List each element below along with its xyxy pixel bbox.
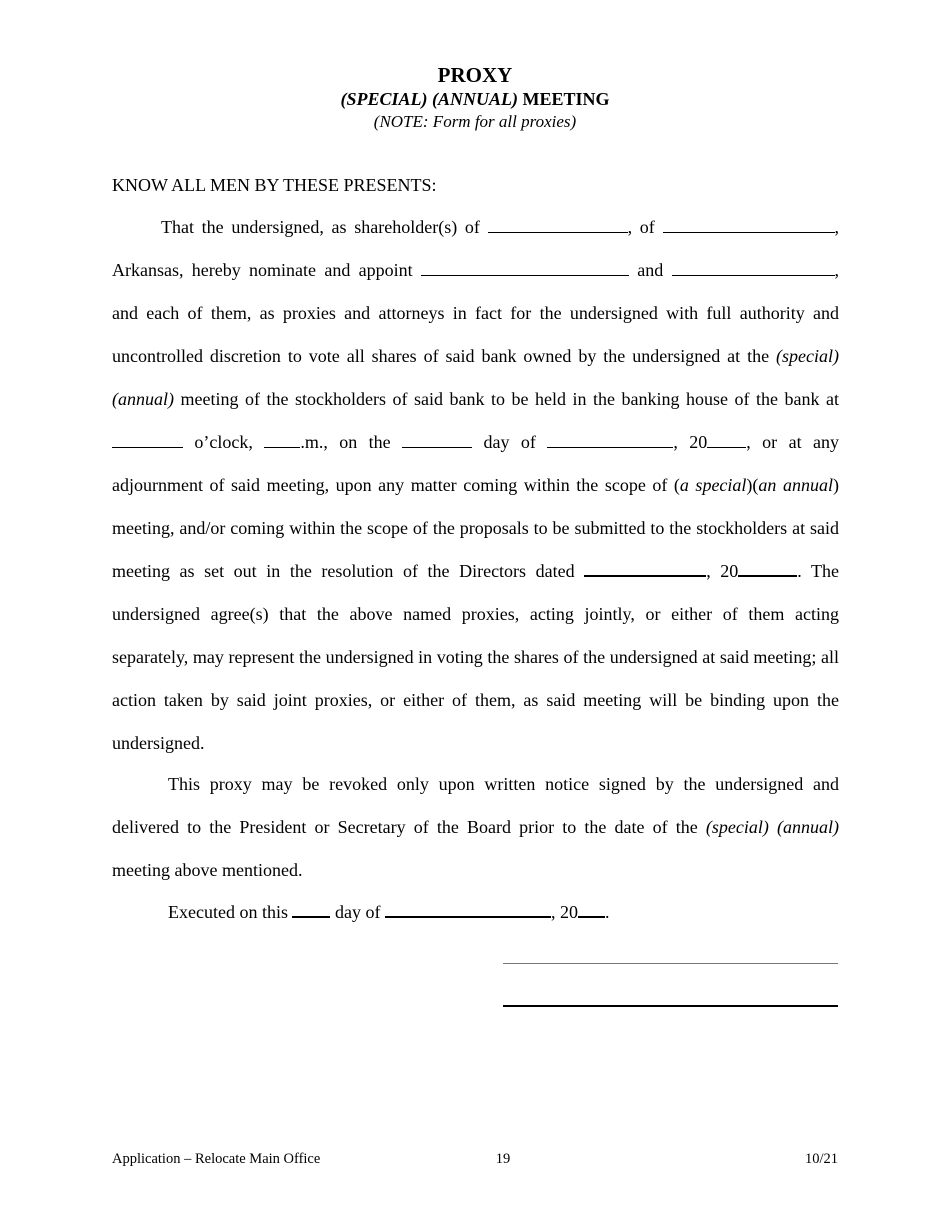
p1-text-h: o’clock, [183, 432, 265, 452]
exec-day-blank [292, 915, 330, 918]
form-subtitle [0, 89, 950, 110]
hour-blank [112, 446, 183, 448]
p1-text-e: , and each of them, as proxies and attorneys in fact for the undersigned with full authority and uncontrolled discretion to vote all shares of said bank owned by the undersigned at the [112, 260, 839, 366]
footer-document-title: Application – Relocate Main Office [112, 1151, 321, 1167]
bank-name-blank [488, 231, 628, 233]
p1-text-p: ) meeting, and/or coming within the scope of the proposals to be submitted to the stockholders at said meeting as set out in the resolution of the Directors dated [112, 475, 839, 581]
exec-month-blank [385, 915, 551, 918]
subtitle-meeting-type: (SPECIAL) (ANNUAL) [340, 89, 518, 109]
exec-text-b: day of [330, 902, 385, 922]
exec-text-a: Executed on this [168, 902, 293, 922]
p2-meeting-type-italic: (special) (annual) [705, 817, 839, 837]
exec-text-d: . [604, 902, 610, 922]
exec-year-blank [578, 915, 605, 918]
revocation-paragraph [112, 763, 839, 892]
form-note: (NOTE: Form for all proxies) [373, 112, 577, 131]
proxy-paragraph [112, 206, 839, 765]
p1-text-j: day of [472, 432, 548, 452]
exec-text-c: , 20 [550, 902, 578, 922]
p1-text-n: )( [746, 475, 759, 495]
p1-text-a: That the undersigned, as shareholder(s) of [161, 217, 488, 237]
p1-text-q: , 20 [706, 561, 739, 581]
form-title: PROXY [437, 63, 513, 87]
p1-text-l: , or at any adjournment of said meeting, upon any matter coming within the scope of ( [112, 432, 840, 495]
city-blank [663, 231, 835, 233]
p1-text-i: .m., on the [300, 432, 403, 452]
resolution-date-blank [584, 574, 706, 577]
p1-text-d: and [628, 260, 672, 280]
executed-line [168, 902, 609, 923]
an-annual-italic: an annual [758, 475, 833, 495]
resolution-year-blank [738, 574, 797, 577]
month-blank [547, 446, 673, 448]
p1-text-c: , Arkansas, hereby nominate and appoint [112, 217, 839, 280]
p2-text-a: This proxy may be revoked only upon written notice signed by the undersigned and delivered to the President or Secretary of the Board prior to the date of the [112, 774, 839, 837]
p2-text-c: meeting above mentioned. [112, 860, 303, 880]
signature-line-1 [503, 963, 838, 964]
year-blank [707, 446, 746, 448]
proxy-name-1-blank [421, 274, 629, 276]
p1-text-b: , of [627, 217, 663, 237]
p1-text-r: . The undersigned agree(s) that the above named proxies, acting jointly, or either of them acting separately, may represent the undersigned in voting the shares of the undersigned at said meeting; all action taken by said joint proxies, or either of them, as said meeting will be binding upon the undersigned. [112, 561, 839, 753]
signature-line-2 [503, 1005, 838, 1007]
day-blank [402, 446, 472, 448]
footer-revision-date: 10/21 [804, 1151, 838, 1167]
meeting-type-italic: (special)(annual) [112, 346, 839, 409]
salutation: KNOW ALL MEN BY THESE PRESENTS: [112, 175, 437, 195]
subtitle-meeting: MEETING [522, 89, 610, 109]
footer-page-number: 19 [495, 1151, 511, 1167]
proxy-name-2-blank [672, 274, 835, 276]
p1-text-g: meeting of the stockholders of said bank to be held in the banking house of the bank at [174, 389, 839, 409]
am-pm-blank [264, 446, 300, 448]
a-special-italic: a special [679, 475, 747, 495]
p1-text-k: , 20 [673, 432, 708, 452]
